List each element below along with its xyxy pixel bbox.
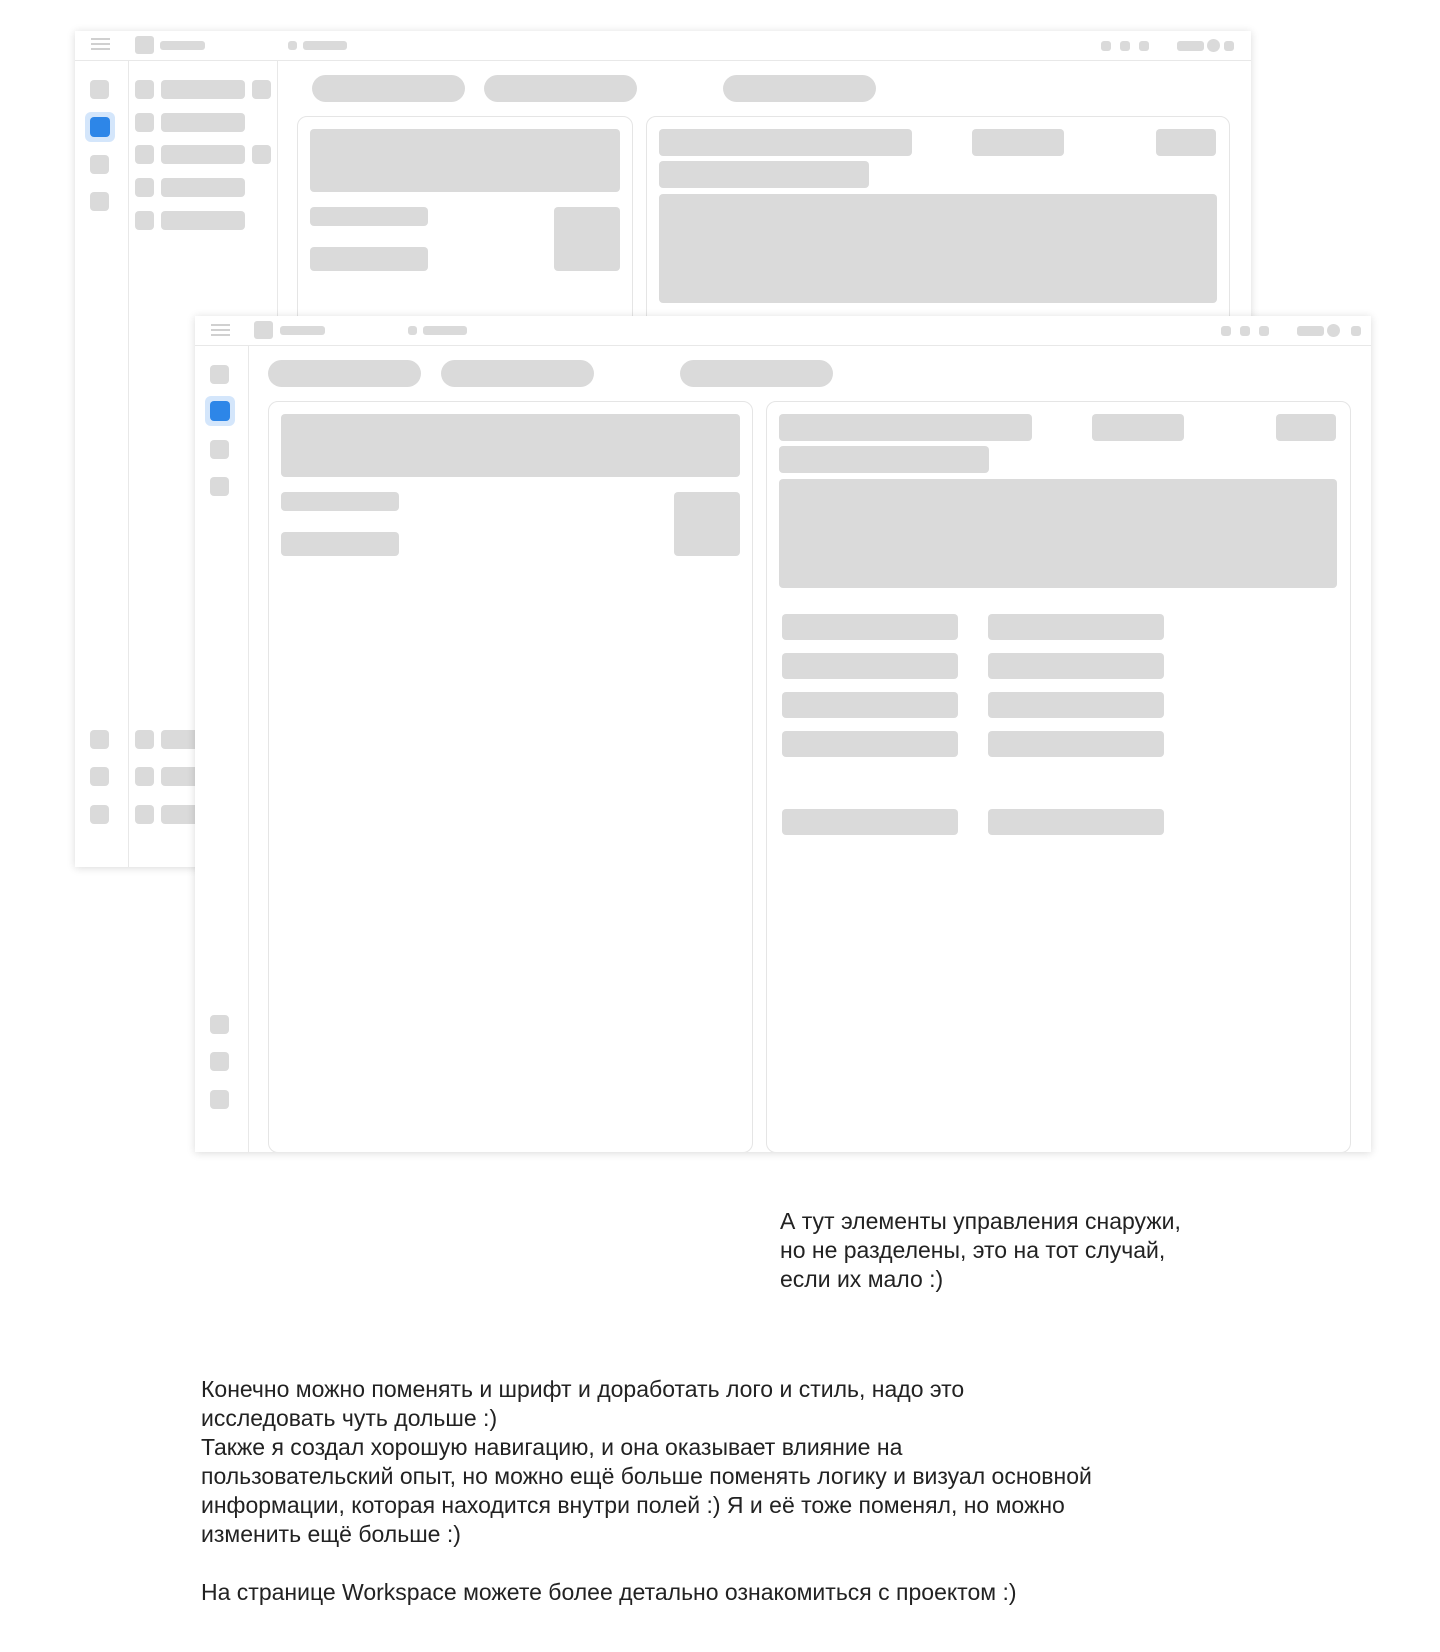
tab-1[interactable] xyxy=(312,75,465,102)
nav-item-badge xyxy=(252,145,271,164)
field-label xyxy=(782,692,958,718)
nav-item-icon xyxy=(135,211,154,230)
rail-icon-1[interactable] xyxy=(210,365,229,384)
toolbar-icon-3[interactable] xyxy=(1139,41,1149,51)
app-name-placeholder xyxy=(160,41,205,50)
field-label xyxy=(782,614,958,640)
card-title-placeholder xyxy=(779,414,1032,441)
tab-1[interactable] xyxy=(268,360,421,387)
card-thumbnail xyxy=(554,207,620,271)
card-meta-placeholder xyxy=(972,129,1064,156)
left-card xyxy=(268,401,753,1152)
caption-line: А тут элементы управления снаружи, xyxy=(780,1208,1181,1234)
nav-item-icon xyxy=(135,113,154,132)
front-window xyxy=(195,316,1371,1152)
card-content-placeholder xyxy=(779,479,1337,588)
rail-icon-bottom-2[interactable] xyxy=(210,1052,229,1071)
hamburger-menu-icon[interactable] xyxy=(211,324,230,336)
field-value xyxy=(988,809,1164,835)
caption-line: но не разделены, это на тот случай, xyxy=(780,1237,1166,1263)
right-card xyxy=(766,401,1351,1152)
tab-3[interactable] xyxy=(723,75,876,102)
breadcrumb-placeholder xyxy=(303,41,347,50)
rail-divider xyxy=(128,61,129,867)
caption-line: если их мало :) xyxy=(780,1266,944,1292)
nav-item-icon xyxy=(135,730,154,749)
toolbar-icon-1[interactable] xyxy=(1221,326,1231,336)
user-menu-icon[interactable] xyxy=(1351,326,1361,336)
tab-2[interactable] xyxy=(441,360,594,387)
nav-item-icon xyxy=(135,145,154,164)
user-name-placeholder xyxy=(1297,326,1324,336)
app-logo xyxy=(254,321,273,339)
field-value xyxy=(988,731,1164,757)
nav-item-icon xyxy=(135,80,154,99)
nav-item-icon xyxy=(135,767,154,786)
nav-item-label[interactable] xyxy=(161,113,245,132)
rail-icon-bottom-1[interactable] xyxy=(90,730,109,749)
field-value xyxy=(988,653,1164,679)
notes-line: Конечно можно поменять и шрифт и доработать лого и стиль, надо это xyxy=(201,1376,965,1402)
card-header-placeholder xyxy=(310,129,620,192)
field-value xyxy=(988,614,1164,640)
field-label xyxy=(782,653,958,679)
user-name-placeholder xyxy=(1177,41,1204,51)
card-field-placeholder xyxy=(310,247,428,271)
toolbar-icon-2[interactable] xyxy=(1120,41,1130,51)
nav-item-icon xyxy=(135,178,154,197)
rail-icon-1[interactable] xyxy=(90,80,109,99)
rail-icon-4[interactable] xyxy=(90,192,109,211)
nav-item-icon xyxy=(135,805,154,824)
breadcrumb-icon xyxy=(288,41,297,50)
nav-item-label[interactable] xyxy=(161,178,245,197)
user-menu-icon[interactable] xyxy=(1224,41,1234,51)
card-content-placeholder xyxy=(659,194,1217,303)
top-bar-divider xyxy=(75,60,1251,61)
card-meta-placeholder xyxy=(1092,414,1184,441)
nav-item-label[interactable] xyxy=(161,211,245,230)
rail-icon-bottom-3[interactable] xyxy=(90,805,109,824)
rail-icon-bottom-1[interactable] xyxy=(210,1015,229,1034)
card-field-placeholder xyxy=(281,532,399,556)
rail-icon-selected[interactable] xyxy=(205,396,235,426)
nav-item-label[interactable] xyxy=(161,80,245,99)
app-name-placeholder xyxy=(280,326,325,335)
card-field-placeholder xyxy=(281,492,399,511)
card-action-button[interactable] xyxy=(1276,414,1336,441)
tab-2[interactable] xyxy=(484,75,637,102)
caption-text xyxy=(780,1207,1320,1294)
notes-text xyxy=(201,1375,1201,1607)
field-label xyxy=(782,731,958,757)
notes-line: На странице Workspace можете более детально ознакомиться с проектом :) xyxy=(201,1579,1017,1605)
avatar[interactable] xyxy=(1207,39,1220,52)
hamburger-menu-icon[interactable] xyxy=(91,38,110,50)
notes-line: исследовать чуть дольше :) xyxy=(201,1405,498,1431)
card-action-button[interactable] xyxy=(1156,129,1216,156)
top-bar-divider xyxy=(195,345,1371,346)
rail-icon-4[interactable] xyxy=(210,477,229,496)
nav-item-label[interactable] xyxy=(161,145,245,164)
card-subtitle-placeholder xyxy=(659,161,869,188)
notes-line: Также я создал хорошую навигацию, и она оказывает влияние на xyxy=(201,1434,903,1460)
toolbar-icon-2[interactable] xyxy=(1240,326,1250,336)
notes-line: изменить ещё больше :) xyxy=(201,1521,461,1547)
card-header-placeholder xyxy=(281,414,740,477)
rail-icon-bottom-3[interactable] xyxy=(210,1090,229,1109)
card-field-placeholder xyxy=(310,207,428,226)
app-logo xyxy=(135,36,154,54)
toolbar-icon-1[interactable] xyxy=(1101,41,1111,51)
card-subtitle-placeholder xyxy=(779,446,989,473)
notes-blank-line xyxy=(201,1549,1201,1578)
notes-line: информации, которая находится внутри полей :) Я и её тоже поменял, но можно xyxy=(201,1492,1065,1518)
rail-icon-3[interactable] xyxy=(90,155,109,174)
toolbar-icon-3[interactable] xyxy=(1259,326,1269,336)
card-thumbnail xyxy=(674,492,740,556)
tab-3[interactable] xyxy=(680,360,833,387)
rail-divider xyxy=(248,346,249,1152)
breadcrumb-icon xyxy=(408,326,417,335)
field-value xyxy=(988,692,1164,718)
field-label xyxy=(782,809,958,835)
card-title-placeholder xyxy=(659,129,912,156)
breadcrumb-placeholder xyxy=(423,326,467,335)
nav-item-badge xyxy=(252,80,271,99)
notes-line: пользовательский опыт, но можно ещё больше поменять логику и визуал основной xyxy=(201,1463,1092,1489)
rail-icon-bottom-2[interactable] xyxy=(90,767,109,786)
rail-icon-selected[interactable] xyxy=(85,112,115,142)
avatar[interactable] xyxy=(1327,324,1340,337)
rail-icon-3[interactable] xyxy=(210,440,229,459)
